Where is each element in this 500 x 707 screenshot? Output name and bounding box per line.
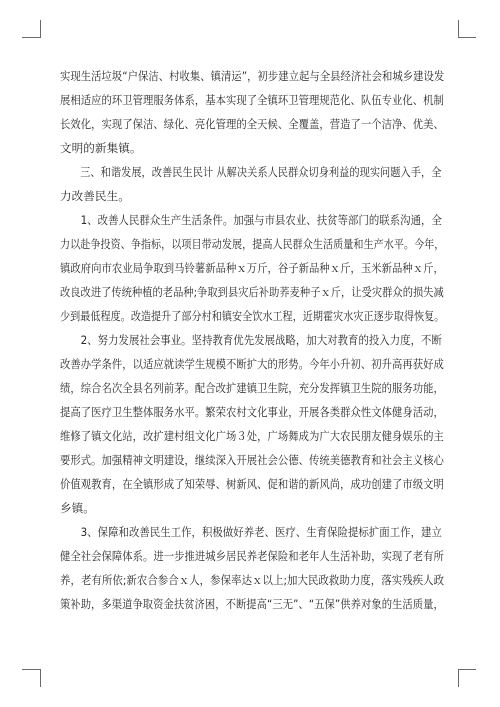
text-line: 绩，综合名次全县名列前茅。配合改扩建镇卫生院，充分发挥镇卫生院的服务功能，: [60, 381, 444, 395]
text-line: 少到最低程度。改造提升了部分村和镇安全饮水工程，近期霍灾水灾正逐步取得恢复。: [60, 309, 445, 323]
text-line: 提高了医疗卫生整体服务水平。繁荣农村文化事业，开展各类群众性文体健身活动，: [60, 405, 444, 419]
text-line: 3、保障和改善民生工作，积极做好养老、医疗、生育保险提标扩面工作，建立: [80, 525, 442, 539]
text-line: 养，老有所依;新农合参合ｘ人，参保率达ｘ以上;加大民政救助力度，落实残疾人政: [60, 573, 445, 587]
text-line: 1、改善人民群众生产生活条件。加强与市县农业、扶贫等部门的联系沟通，全: [80, 213, 442, 227]
text-line: 三、和谐发展，改善民生民计 从解决关系人民群众切身利益的现实问题入手，全: [80, 165, 442, 179]
text-line: 实现生活垃圾“户保洁、村收集、镇清运”，初步建立起与全县经济社会和城乡建设发: [60, 69, 445, 83]
text-line: 改善办学条件，以适应就读学生规模不断扩大的形势。今年小升初、初升高再获好成: [60, 357, 444, 371]
body-text: [60, 64, 444, 616]
text-line: 乡镇。: [60, 501, 95, 515]
text-line: 力以赴争投资、争指标，以项目带动发展，提高人民群众生活质量和生产水平。今年，: [60, 237, 445, 251]
text-line: 长效化，实现了保洁、绿化、亮化管理的全天候、全覆盖，营造了一个洁净、优美、: [60, 117, 444, 131]
text-line: 力改善民生。: [60, 189, 130, 203]
text-line: 要形式。加强精神文明建设，继续深入开展社会公德、传统美德教育和社会主义核心: [60, 453, 444, 467]
text-line: 展相适应的环卫管理服务体系，基本实现了全镇环卫管理规范化、队伍专业化、机制: [60, 93, 444, 107]
text-line: 策补助，多渠道争取资金扶贫济困，不断提高“三无”、“五保”供养对象的生活质量，: [60, 597, 444, 611]
text-line: 健全社会保障体系。进一步推进城乡居民养老保险和老年人生活补助，实现了老有所: [60, 549, 444, 563]
text-line: 改良改进了传统种植的老品种;争取到县灾后补助荞麦种子ｘ斤，让受灾群众的损失减: [60, 285, 444, 299]
text-line: 2、努力发展社会事业。坚持教育优先发展战略，加大对教育的投入力度，不断: [80, 333, 442, 347]
text-line: 维修了镇文化站，改扩建村组文化广场３处，广场舞成为广大农民朋友健身娱乐的主: [60, 429, 444, 443]
text-line: 文明的新集镇。: [60, 141, 142, 155]
text-line: 镇政府向市农业局争取到马铃薯新品种ｘ万斤，谷子新品种ｘ斤，玉米新品种ｘ斤，: [60, 261, 444, 275]
text-line: 价值观教育，在全镇形成了知荣辱、树新风、促和谐的新风尚，成功创建了市级文明: [60, 477, 444, 491]
